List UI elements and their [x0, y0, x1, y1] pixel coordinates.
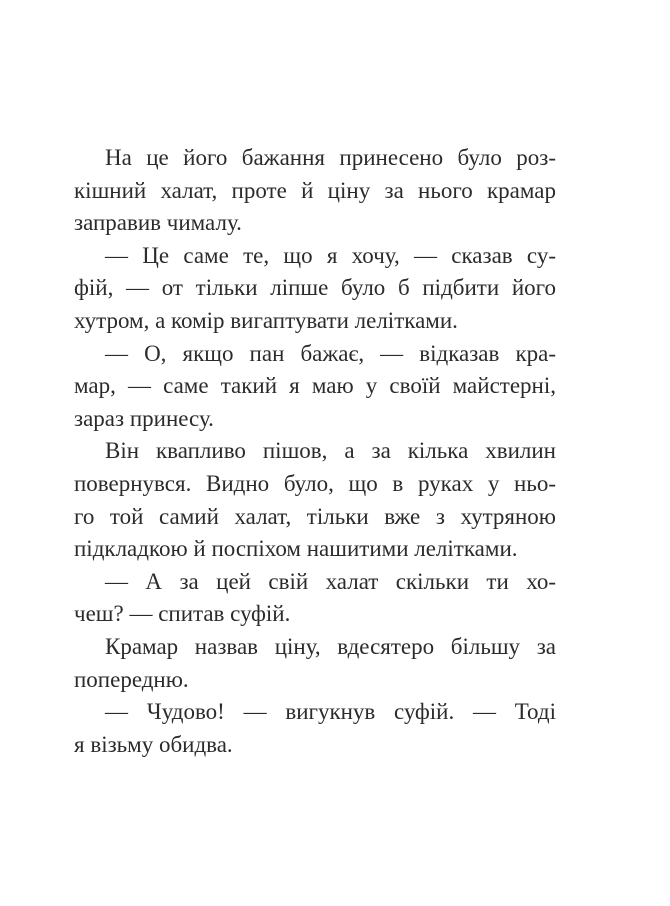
text-line: — О, якщо пан бажає, — відказав кра- [105, 340, 556, 366]
text-line: го той самий халат, тільки вже з хутряною [74, 503, 556, 529]
text-line: попередню. [74, 666, 189, 692]
paragraph-3 [74, 338, 556, 436]
text-line: На це його бажання принесено було роз- [105, 145, 556, 170]
text-line: підкладкою й поспіхом нашитими лелітками. [74, 536, 518, 562]
text-line: Крамар назвав ціну, вдесятеро більшу за [105, 633, 556, 659]
text-line: — Це саме те, що я хочу, — сказав су- [105, 242, 556, 268]
text-block [74, 142, 556, 761]
text-line: мар, — саме такий я маю у своїй майстерні, [74, 373, 556, 399]
text-line: — А за цей свій халат скільки ти хо- [105, 568, 556, 594]
paragraph-6 [74, 631, 556, 696]
text-line: повернувся. Видно було, що в руках у ньо- [74, 470, 556, 496]
text-line: чеш? — спитав суфій. [74, 601, 291, 627]
paragraph-4 [74, 435, 556, 565]
text-line: заправив чималу. [74, 210, 242, 236]
paragraph-2 [74, 240, 556, 338]
paragraph-1 [74, 142, 556, 240]
text-line: я візьму обидва. [74, 731, 233, 757]
paragraph-7 [74, 696, 556, 761]
text-line: — Чудово! — вигукнув суфій. — Тоді [105, 699, 556, 725]
text-line: хутром, а комір вигаптувати лелітками. [74, 307, 458, 333]
paragraph-5 [74, 566, 556, 631]
text-line: зараз принесу. [74, 405, 214, 431]
text-line: фій, — от тільки ліпше було б підбити його [74, 275, 556, 301]
text-line: Він квапливо пішов, а за кілька хвилин [105, 438, 556, 464]
text-line: кішний халат, проте й ціну за нього крамар [74, 177, 556, 203]
